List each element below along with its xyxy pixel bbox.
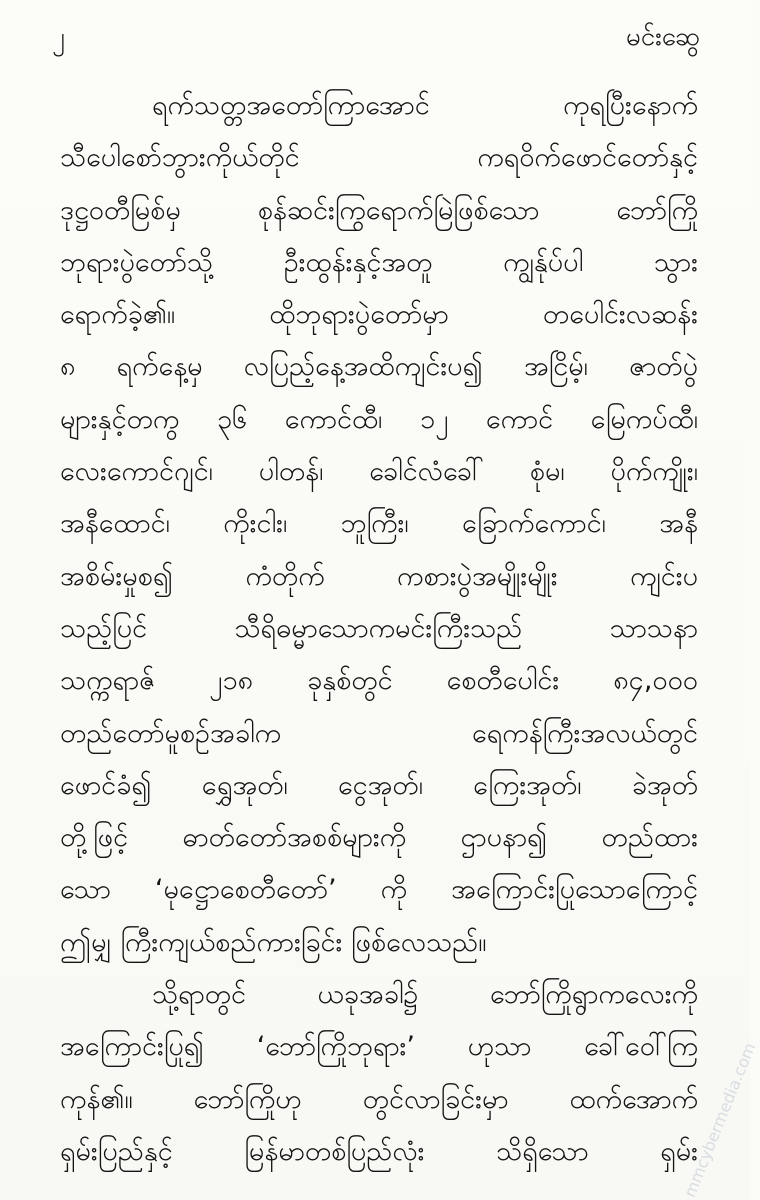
text-line: ဖောင်ခံ၍ ရွှေအုတ်၊ ငွေအုတ်၊ ကြေးအုတ်၊ ခဲအုတ် (60, 769, 698, 801)
text-line: ရောက်ခဲ့၏။ ထိုဘုရားပွဲတော်မှာ တပေါင်းလဆန်း (60, 299, 698, 331)
body-text (60, 80, 698, 1178)
text-line: ဒုဋ္ဌဝတီမြစ်မှ စုန်ဆင်းကြွရောက်မြဲဖြစ်သော ဘော်ကြို (60, 194, 698, 226)
text-line: တည်တော်မူစဉ်အခါက ရေကန်ကြီးအလယ်တွင် (60, 717, 698, 749)
text-line: အကြောင်းပြု၍ ‘ဘော်ကြိုဘုရား’ ဟုသာ ခေါ်ဝေါ်ကြ (60, 1031, 698, 1063)
watermark: mmcybermedia.com (680, 1040, 760, 1200)
text-line: ရက်သတ္တအတော်ကြာအောင် ကုရပြီးနောက် (152, 90, 698, 121)
text-line: အနီထောင်၊ ကိုးငါး၊ ဘူကြီး၊ ခြောက်ကောင်၊ အနီ (60, 508, 698, 540)
text-line: များနှင့်တကွ ၃၆ ကောင်ထီ၊ ၁၂ ကောင် မြေကပ်ထီ၊ (60, 403, 698, 435)
page-number: ၂ (52, 22, 64, 52)
text-line: လေးကောင်ဂျင်၊ ပါတန်၊ ခေါင်လံခေါ် စုံမ၊ ပိုက်ကျိုး၊ (60, 456, 698, 488)
text-line: သီပေါစော်ဘွားကိုယ်တိုင် ကရဝိက်ဖောင်တော်နှင့် (60, 142, 698, 174)
text-line: သည့်ပြင် သီရိဓမ္မာသောကမင်းကြီးသည် သာသနာ (60, 612, 698, 644)
text-line: ဘုရားပွဲတော်သို့ ဦးထွန်းနှင့်အတူ ကျွန်ုပ်ပါ သွား (60, 246, 698, 278)
text-line: သော ‘မုဋ္ဌောစေတီတော်’ ကို အကြောင်းပြုသောကြောင့် (60, 874, 698, 906)
text-line: သို့ရာတွင် ယခုအခါ၌ ဘော်ကြိုရွာကလေးကို (152, 979, 698, 1011)
text-line: ရှမ်းပြည်နှင့် မြန်မာတစ်ပြည်လုံး သိရှိသော ရှမ်း (60, 1135, 698, 1167)
text-line: ၈ ရက်နေ့မှ လပြည့်နေ့အထိကျင်းပ၍ အငြိမ့်၊ ဇာတ်ပွဲ (60, 351, 698, 383)
text-line: အစိမ်းမှုစ၍ ကံတိုက် ကစားပွဲအမျိုးမျိုး ကျင်းပ (60, 560, 698, 592)
text-line: တို့ဖြင့် ဓာတ်တော်အစစ်များကို ဌာပနာ၍ တည်ထား (60, 822, 698, 854)
text-line: ကုန်၏။ ဘော်ကြိုဟု တွင်လာခြင်းမှာ ထက်အောက် (60, 1083, 698, 1115)
text-line: ဤမျှ ကြီးကျယ်စည်ကားခြင်း ဖြစ်လေသည်။ (60, 926, 487, 958)
text-line: သက္ကရာဇ် ၂၁၈ ခုနှစ်တွင် စေတီပေါင်း ၈၄,၀၀၀ (60, 665, 698, 697)
running-header: မင်းဆွေ (625, 22, 700, 52)
